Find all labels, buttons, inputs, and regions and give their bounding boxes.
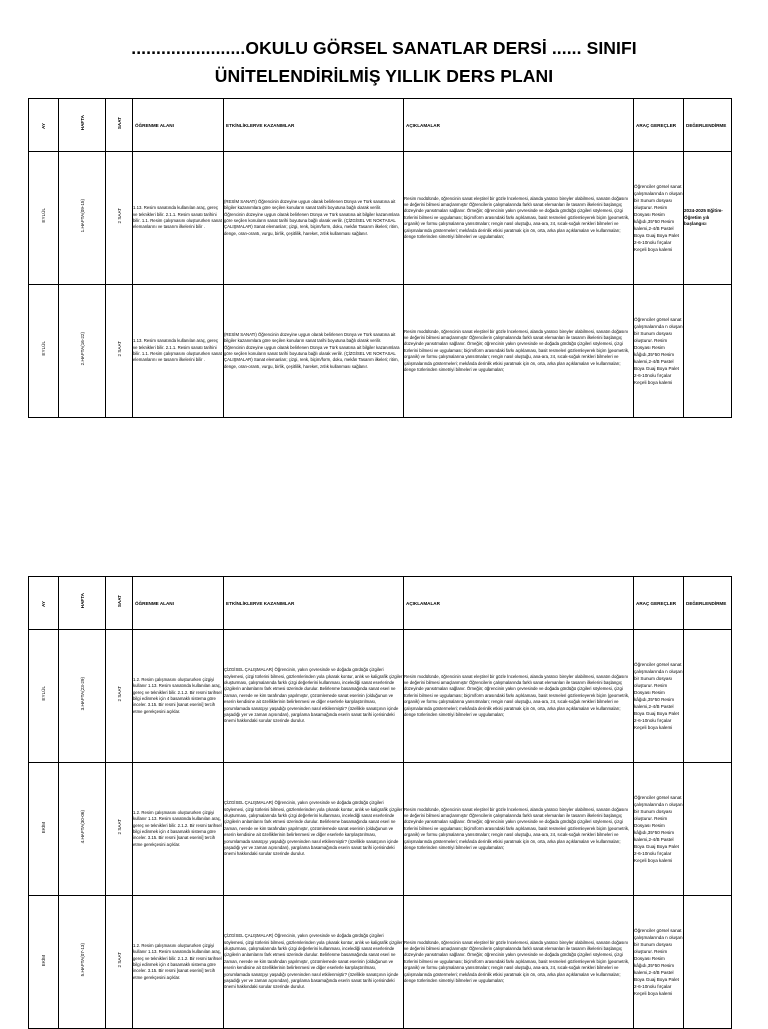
header-ogrenme-alani: ÖĞRENME ALANI (133, 99, 224, 152)
cell-etkinlikler: ÇİZGİSEL ÇALIŞMALAR) Öğrencinin, yakın çevresinde ve doğada gördüğü çizgileri söylemesi, çizgi türlerini bilmesi, gözlemlerinden yola çıkarak kontur, anlık ve kaligrafik çizgiler oluşturması, çalışmalarında farklı çizgi değerlerini kullanması, incelediği sanat eserlerinde çizgilerin anlamlarını fark etmesi üzerinde durulur. Belirlenme basamağında sanat eseri ne zaman, nerede ve kim tarafından yapılmıştır, çözümlemede sanat eserinin (olduğunun ve eserin kendisine ait özelliklerinin belirlenmesi ve diğer eserlerle karşılaştırılması, yorumlamada sanatçıyı yaşadığı çevreninden nasıl etkilenmiştir? (özellikle sanatçının içinde yaşadığı yer ve zaman açısından), yargılama basamağında eserin sanat tarihi içerisindeki önemi hakkındaki sorular üzerinde durulur. (224, 630, 404, 763)
cell-saat (106, 285, 133, 418)
header-arac-gerecler: ARAÇ GEREÇLER (634, 577, 684, 630)
cell-ogrenme-alani: 1.2. Resim çalışmasını oluştururken çizgiyi kullanır 1.13. Resim sanatında kullanılan araç, gereç ve teknikleri bilir. 2.1.2. Bir resmi tarihsel bilgi edinmek için 4 basamaklı sistema göre inceler. 3.15. Bir resmi [sanat eserini] tercih etme gerekçesini açıklar. (133, 763, 224, 896)
cell-hafta (59, 152, 106, 285)
table-row (29, 152, 732, 285)
table-row (29, 630, 732, 763)
cell-arac-gerecler: Öğrenciler görsel sanat çalışmalarında n oluşan bir Sunum dosyası oluşturur. Resim Dosyası Resim kâğıdı,35*50 Resim kalemi,2-4/B Pastel Boya Guaj Boya Palet 2-6-10nolu fırçalar Keçeli boya kalemi (634, 896, 684, 1029)
header-ay (29, 99, 59, 152)
hafta-text: 5.HAFTA(07-13) (79, 942, 85, 977)
saat-text: 2 SAAT (116, 685, 122, 702)
document-title-line-2: ÜNİTELENDİRİLMİŞ YILLIK DERS PLANI (214, 66, 554, 86)
header-saat-label: SAAT (116, 594, 122, 607)
header-hafta-label: HAFTA (79, 592, 85, 609)
table-row (29, 896, 732, 1029)
header-saat (106, 577, 133, 630)
ay-text: EYLÜL (41, 208, 46, 223)
header-degerlendirme: DEĞERLENDİRME (684, 577, 732, 630)
cell-ay (29, 763, 59, 896)
header-ay (29, 577, 59, 630)
cell-etkinlikler: (RESİM SANATI) Öğrencinin düzeyine uygun olarak belirlenen Dünya ve Türk sanatına ait bilgiler kazanımlara göre seçilen konuların sanat tarihi boyutuna bağlı olarak verilir. Öğrencinin düzeyine uygun olarak belirlenen Dünya ve Türk sanatına ait bilgiler kazanımlara göre seçilen konuların sanat tarihi boyutuna bağlı olarak verilir. (ÇİZGİSEL VE NOKTASAL ÇALIŞMALAR) Sanat elemanları; çizgi, renk, biçim/form, doku, mekân Tasarım ilkeleri; ritim, denge, oran-orantı, vurgu, birlik, çeşitlilik, hareket, zıtlık kullanması sağlanır. (224, 152, 404, 285)
header-ay-label: AY (41, 123, 46, 129)
cell-ay (29, 152, 59, 285)
cell-saat (106, 896, 133, 1029)
hafta-text: 1.HAFTA(09-15) (79, 198, 85, 233)
cell-aciklamalar: Resim modülünde, öğrencinin sanat eleştirel bir gözle İncelemesi, alanda yaratıcı bireyler olabilmesi, sanatın doğasını ve değerini bilmesi amaçlanmıştır Öğrencilerin çalışmalarında farklı sanat elemanları ile tasarım ilkelerini başlangıç düzeyinde yansıtmaları sağlanır. Örneğin; öğrencinin yakın çevresinde ve doğada gördüğü çizgileri söylemesi, çizgi türlerini bilmesi ve uygulaması; biçim/form arasındaki farkı açıklaması, basit resmeleri gözlemleyerek biçim (geometrik, organik) ve formu çalışmalarına yansıtmaları; rengin nasıl oluştuğu, ana-ara, zıt, sıcak-soğuk renkleri bilmeleri ve çalışmalarında göstermeleri; mekânda derinlik etkisi yaratmak için ön, orta, arka plan açıklamaları ve kullanmaları; denge türlerinden simetriyi bilmeleri ve uygulamaları; (404, 630, 634, 763)
cell-ogrenme-alani: 1.13. Resim sanatında kullanılan araç, gereç ve teknikleri bilir. 2.1.1. Resim sanatı tarihini bilir. 1.1. Resim çalışmasını oluştururken sanat elemanlarını ve tasarım ilkelerini bilir . (133, 152, 224, 285)
lesson-plan-table-page-2 (28, 576, 732, 1029)
cell-ay (29, 285, 59, 418)
saat-text: 2 SAAT (116, 340, 122, 357)
cell-arac-gerecler: Öğrenciler görsel sanat çalışmalarında n oluşan bir Sunum dosyası oluşturur. Resim Dosyası Resim kâğıdı,35*50 Resim kalemi,2-4/B Pastel Boya Guaj Boya Palet 2-6-10nolu fırçalar Keçeli boya kalemi (634, 763, 684, 896)
cell-degerlendirme (684, 763, 732, 896)
header-hafta (59, 577, 106, 630)
header-hafta-label: HAFTA (79, 114, 85, 131)
lesson-plan-table-page-1 (28, 98, 732, 418)
cell-degerlendirme (684, 896, 732, 1029)
cell-ay (29, 896, 59, 1029)
header-aciklamalar: AÇIKLAMALAR (404, 577, 634, 630)
header-degerlendirme: DEĞERLENDİRME (684, 99, 732, 152)
hafta-text: 3.HAFTA(23-29) (79, 676, 85, 711)
cell-ogrenme-alani: 1.13. Resim sanatında kullanılan araç, gereç ve teknikleri bilir. 2.1.1. Resim sanatı tarihini bilir. 1.1. Resim çalışmasını oluştururken sanat elemanlarını ve tasarım ilkelerini bilir . (133, 285, 224, 418)
header-ogrenme-alani: ÖĞRENME ALANI (133, 577, 224, 630)
cell-etkinlikler: ÇİZGİSEL ÇALIŞMALAR) Öğrencinin, yakın çevresinde ve doğada gördüğü çizgileri söylemesi, çizgi türlerini bilmesi, gözlemlerinden yola çıkarak kontur, anlık ve kaligrafik çizgiler oluşturması, çalışmalarında farklı çizgi değerlerini kullanması, incelediği sanat eserlerinde çizgilerin anlamlarını fark etmesi üzerinde durulur. Belirlenme basamağında sanat eseri ne zaman, nerede ve kim tarafından yapılmıştır, çözümlemede sanat eserinin (olduğunun ve eserin kendisine ait özelliklerinin belirlenmesi ve diğer eserlerle karşılaştırılması, yorumlamada sanatçıyı yaşadığı çevreninden nasıl etkilenmiştir? (özellikle sanatçının içinde yaşadığı yer ve zaman açısından), yargılama basamağında eserin sanat tarihi içerisindeki önemi hakkındaki sorular üzerinde durulur. (224, 763, 404, 896)
cell-degerlendirme: 2024-2025 Eğitim-Öğretim yılı başlangıcı (684, 152, 732, 285)
cell-hafta (59, 285, 106, 418)
cell-saat (106, 152, 133, 285)
header-arac-gerecler: ARAÇ GEREÇLER (634, 99, 684, 152)
header-aciklamalar: AÇIKLAMALAR (404, 99, 634, 152)
saat-text: 2 SAAT (116, 951, 122, 968)
cell-hafta (59, 630, 106, 763)
cell-aciklamalar: Resim modülünde, öğrencinin sanat eleştirel bir gözle İncelemesi, alanda yaratıcı bireyler olabilmesi, sanatın doğasını ve değerini bilmesi amaçlanmıştır Öğrencilerin çalışmalarında farklı sanat elemanları ile tasarım ilkelerini başlangıç düzeyinde yansıtmaları sağlanır. Örneğin; öğrencinin yakın çevresinde ve doğada gördüğü çizgileri söylemesi, çizgi türlerini bilmesi ve uygulaması; biçim/form arasındaki farkı açıklaması, basit resmeleri gözlemleyerek biçim (geometrik, organik) ve formu çalışmalarına yansıtmaları; rengin nasıl oluştuğu, ana-ara, zıt, sıcak-soğuk renkleri bilmeleri ve çalışmalarında göstermeleri; mekânda derinlik etkisi yaratmak için ön, orta, arka plan açıklamaları ve kullanmaları; denge türlerinden simetriyi bilmeleri ve uygulamaları; (404, 285, 634, 418)
cell-arac-gerecler: Öğrenciler görsel sanat çalışmalarında n oluşan bir Sunum dosyası oluşturur. Resim Dosyası Resim kâğıdı,35*50 Resim kalemi,2-4/B Pastel Boya Guaj Boya Palet 2-6-10nolu fırçalar Keçeli boya kalemi (634, 152, 684, 285)
table-header-row (29, 99, 732, 152)
cell-arac-gerecler: Öğrenciler görsel sanat çalışmalarında n oluşan bir Sunum dosyası oluşturur. Resim Dosyası Resim kâğıdı,35*50 Resim kalemi,2-4/B Pastel Boya Guaj Boya Palet 2-6-10nolu fırçalar Keçeli boya kalemi (634, 630, 684, 763)
cell-aciklamalar: Resim modülünde, öğrencinin sanat eleştirel bir gözle İncelemesi, alanda yaratıcı bireyler olabilmesi, sanatın doğasını ve değerini bilmesi amaçlanmıştır Öğrencilerin çalışmalarında farklı sanat elemanları ile tasarım ilkelerini başlangıç düzeyinde yansıtmaları sağlanır. Örneğin; öğrencinin yakın çevresinde ve doğada gördüğü çizgileri söylemesi, çizgi türlerini bilmesi ve uygulaması; biçim/form arasındaki farkı açıklaması, basit resmeleri gözlemleyerek biçim (geometrik, organik) ve formu çalışmalarına yansıtmaları; rengin nasıl oluştuğu, ana-ara, zıt, sıcak-soğuk renkleri bilmeleri ve çalışmalarında göstermeleri; mekânda derinlik etkisi yaratmak için ön, orta, arka plan açıklamaları ve kullanmaları; denge türlerinden simetriyi bilmeleri ve uygulamaları; (404, 152, 634, 285)
header-ay-label: AY (41, 601, 46, 607)
cell-degerlendirme (684, 630, 732, 763)
cell-ay (29, 630, 59, 763)
hafta-text: 4.HAFTA(30-06) (79, 809, 85, 844)
cell-ogrenme-alani: 1.2. Resim çalışmasını oluştururken çizgiyi kullanır 1.13. Resim sanatında kullanılan araç, gereç ve teknikleri bilir. 2.1.2. Bir resmi tarihsel bilgi edinmek için 4 basamaklı sistema göre inceler. 3.15. Bir resmi [sanat eserini] tercih etme gerekçesini açıklar. (133, 896, 224, 1029)
cell-aciklamalar: Resim modülünde, öğrencinin sanat eleştirel bir gözle İncelemesi, alanda yaratıcı bireyler olabilmesi, sanatın doğasını ve değerini bilmesi amaçlanmıştır Öğrencilerin çalışmalarında farklı sanat elemanları ile tasarım ilkelerini başlangıç düzeyinde yansıtmaları sağlanır. Örneğin; öğrencinin yakın çevresinde ve doğada gördüğü çizgileri söylemesi, çizgi türlerini bilmesi ve uygulaması; biçim/form arasındaki farkı açıklaması, basit resmeleri gözlemleyerek biçim (geometrik, organik) ve formu çalışmalarına yansıtmaları; rengin nasıl oluştuğu, ana-ara, zıt, sıcak-soğuk renkleri bilmeleri ve çalışmalarında göstermeleri; mekânda derinlik etkisi yaratmak için ön, orta, arka plan açıklamaları ve kullanmaları; denge türlerinden simetriyi bilmeleri ve uygulamaları; (404, 763, 634, 896)
header-hafta (59, 99, 106, 152)
ay-text: EKİM (41, 821, 46, 833)
header-saat (106, 99, 133, 152)
cell-aciklamalar: Resim modülünde, öğrencinin sanat eleştirel bir gözle İncelemesi, alanda yaratıcı bireyler olabilmesi, sanatın doğasını ve değerini bilmesi amaçlanmıştır Öğrencilerin çalışmalarında farklı sanat elemanları ile tasarım ilkelerini başlangıç düzeyinde yansıtmaları sağlanır. Örneğin; öğrencinin yakın çevresinde ve doğada gördüğü çizgileri söylemesi, çizgi türlerini bilmesi ve uygulaması; biçim/form arasındaki farkı açıklaması, basit resmeleri gözlemleyerek biçim (geometrik, organik) ve formu çalışmalarına yansıtmaları; rengin nasıl oluştuğu, ana-ara, zıt, sıcak-soğuk renkleri bilmeleri ve çalışmalarında göstermeleri; mekânda derinlik etkisi yaratmak için ön, orta, arka plan açıklamaları ve kullanmaları; denge türlerinden simetriyi bilmeleri ve uygulamaları; (404, 896, 634, 1029)
header-etkinlikler: ETKİNLİKLERVE KAZANIMLAR (224, 577, 404, 630)
cell-etkinlikler: ÇİZGİSEL ÇALIŞMALAR) Öğrencinin, yakın çevresinde ve doğada gördüğü çizgileri söylemesi, çizgi türlerini bilmesi, gözlemlerinden yola çıkarak kontur, anlık ve kaligrafik çizgiler oluşturması, çalışmalarında farklı çizgi değerlerini kullanması, incelediği sanat eserlerinde çizgilerin anlamlarını fark etmesi üzerinde durulur. Belirlenme basamağında sanat eseri ne zaman, nerede ve kim tarafından yapılmıştır, çözümlemede sanat eserinin (olduğunun ve eserin kendisine ait özelliklerinin belirlenmesi ve diğer eserlerle karşılaştırılması, yorumlamada sanatçıyı yaşadığı çevreninden nasıl etkilenmiştir? (özellikle sanatçının içinde yaşadığı yer ve zaman açısından), yargılama basamağında eserin sanat tarihi içerisindeki önemi hakkındaki sorular üzerinde durulur. (224, 896, 404, 1029)
cell-saat (106, 630, 133, 763)
header-saat-label: SAAT (116, 116, 122, 129)
ay-text: EYLÜL (41, 341, 46, 356)
header-etkinlikler: ETKİNLİKLERVE KAZANIMLAR (224, 99, 404, 152)
ay-text: EKİM (41, 954, 46, 966)
saat-text: 2 SAAT (116, 818, 122, 835)
cell-ogrenme-alani: 1.2. Resim çalışmasını oluştururken çizgiyi kullanır 1.13. Resim sanatında kullanılan araç, gereç ve teknikleri bilir. 2.1.2. Bir resmi tarihsel bilgi edinmek için 4 basamaklı sistema göre inceler. 3.15. Bir resmi [sanat eserini] tercih etme gerekçesini açıklar. (133, 630, 224, 763)
table-row (29, 285, 732, 418)
table-header-row (29, 577, 732, 630)
hafta-text: 2.HAFTA(16-22) (79, 331, 85, 366)
cell-hafta (59, 763, 106, 896)
ay-text: EYLÜL (41, 686, 46, 701)
table-row (29, 763, 732, 896)
cell-etkinlikler: (RESİM SANATI) Öğrencinin düzeyine uygun olarak belirlenen Dünya ve Türk sanatına ait bilgiler kazanımlara göre seçilen konuların sanat tarihi boyutuna bağlı olarak verilir. Öğrencinin düzeyine uygun olarak belirlenen Dünya ve Türk sanatına ait bilgiler kazanımlara göre seçilen konuların sanat tarihi boyutuna bağlı olarak verilir. (ÇİZGİSEL VE NOKTASAL ÇALIŞMALAR) Sanat elemanları; çizgi, renk, biçim/form, doku, mekân Tasarım ilkeleri; ritim, denge, oran-orantı, vurgu, birlik, çeşitlilik, hareket, zıtlık kullanması sağlanır. (224, 285, 404, 418)
cell-degerlendirme (684, 285, 732, 418)
cell-hafta (59, 896, 106, 1029)
document-title-line-1: .......................OKULU GÖRSEL SANATLAR DERSİ ...... SINIFI (131, 38, 637, 58)
cell-arac-gerecler: Öğrenciler görsel sanat çalışmalarında n oluşan bir Sunum dosyası oluşturur. Resim Dosyası Resim kâğıdı,35*50 Resim kalemi,2-4/B Pastel Boya Guaj Boya Palet 2-6-10nolu fırçalar Keçeli boya kalemi (634, 285, 684, 418)
saat-text: 2 SAAT (116, 207, 122, 224)
cell-saat (106, 763, 133, 896)
